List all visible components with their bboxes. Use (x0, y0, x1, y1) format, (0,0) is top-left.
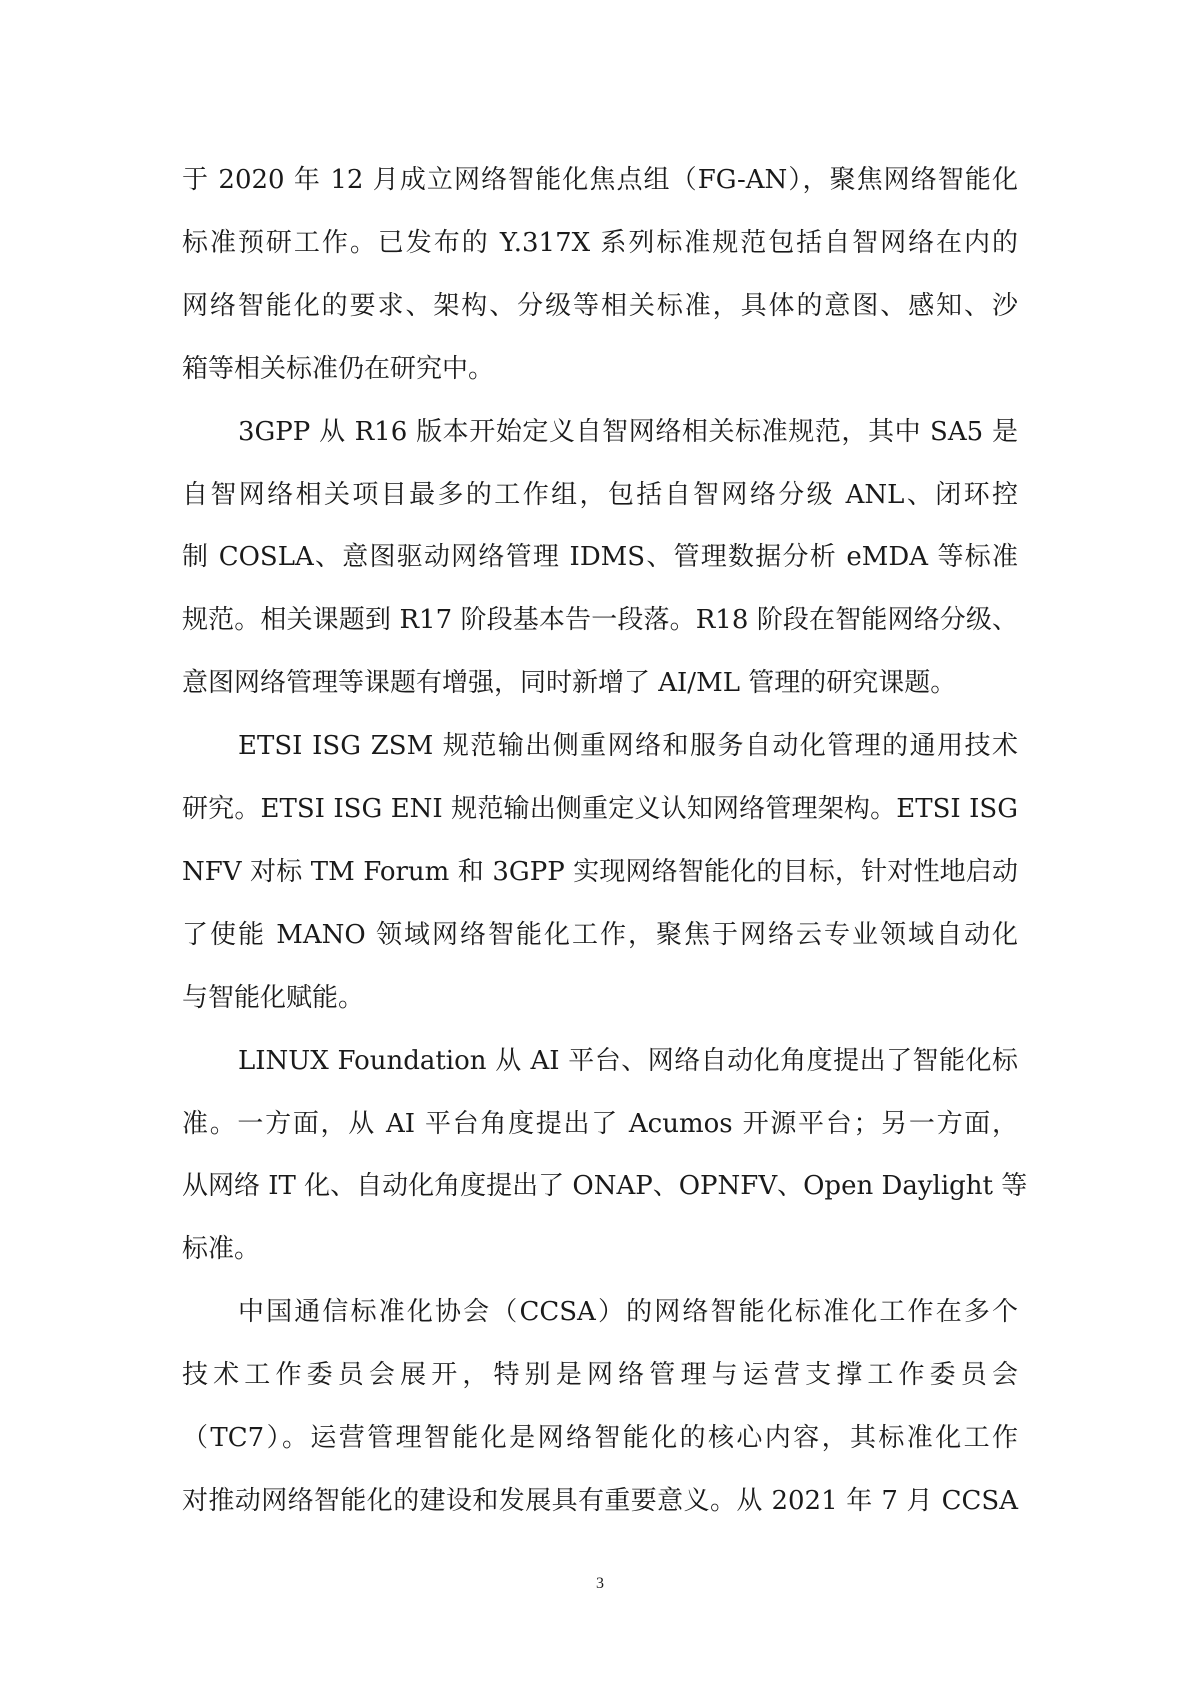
paragraph-4-line: 准。一方面，从 AI 平台角度提出了 Acumos 开源平台；另一方面， (182, 1108, 1018, 1139)
paragraph-2-line: 制 COSLA、意图驱动网络管理 IDMS、管理数据分析 eMDA 等标准 (182, 542, 1018, 573)
paragraph-5-line: 中国通信标准化协会（CCSA）的网络智能化标准化工作在多个 (238, 1297, 1018, 1328)
paragraph-4-line: 标准。 (182, 1234, 261, 1265)
paragraph-5-line: 技术工作委员会展开，特别是网络管理与运营支撑工作委员会 (182, 1360, 1018, 1391)
paragraph-3-line: NFV 对标 TM Forum 和 3GPP 实现网络智能化的目标，针对性地启动 (182, 856, 1018, 887)
paragraph-4-line: 从网络 IT 化、自动化角度提出了 ONAP、OPNFV、Open Daylight 等 (182, 1171, 1028, 1202)
page-number: 3 (596, 1575, 604, 1592)
paragraph-5-line: 对推动网络智能化的建设和发展具有重要意义。从 2021 年 7 月 CCSA (182, 1485, 1018, 1516)
paragraph-1-line: 于 2020 年 12 月成立网络智能化焦点组（FG-AN），聚焦网络智能化 (182, 165, 1018, 195)
paragraph-2-line: 3GPP 从 R16 版本开始定义自智网络相关标准规范，其中 SA5 是 (238, 416, 1018, 447)
paragraph-5-line: （TC7）。运营管理智能化是网络智能化的核心内容，其标准化工作 (182, 1423, 1018, 1453)
paragraph-1-line: 箱等相关标准仍在研究中。 (182, 353, 495, 384)
paragraph-3-line: ETSI ISG ZSM 规范输出侧重网络和服务自动化管理的通用技术 (238, 731, 1018, 762)
paragraph-2-line: 规范。相关课题到 R17 阶段基本告一段落。R18 阶段在智能网络分级、 (182, 605, 1018, 636)
paragraph-3-line: 与智能化赋能。 (182, 982, 365, 1013)
paragraph-3-line: 研究。ETSI ISG ENI 规范输出侧重定义认知网络管理架构。ETSI ISG (182, 794, 1018, 824)
paragraph-1-line: 标准预研工作。已发布的 Y.317X 系列标准规范包括自智网络在内的 (182, 227, 1018, 258)
paragraph-3-line: 了使能 MANO 领域网络智能化工作，聚焦于网络云专业领域自动化 (182, 919, 1018, 950)
paragraph-4-line: LINUX Foundation 从 AI 平台、网络自动化角度提出了智能化标 (238, 1045, 1018, 1076)
paragraph-2-line: 自智网络相关项目最多的工作组，包括自智网络分级 ANL、闭环控 (182, 479, 1018, 510)
paragraph-1-line: 网络智能化的要求、架构、分级等相关标准，具体的意图、感知、沙 (182, 290, 1018, 321)
paragraph-2-line: 意图网络管理等课题有增强，同时新增了 AI/ML 管理的研究课题。 (182, 668, 957, 699)
